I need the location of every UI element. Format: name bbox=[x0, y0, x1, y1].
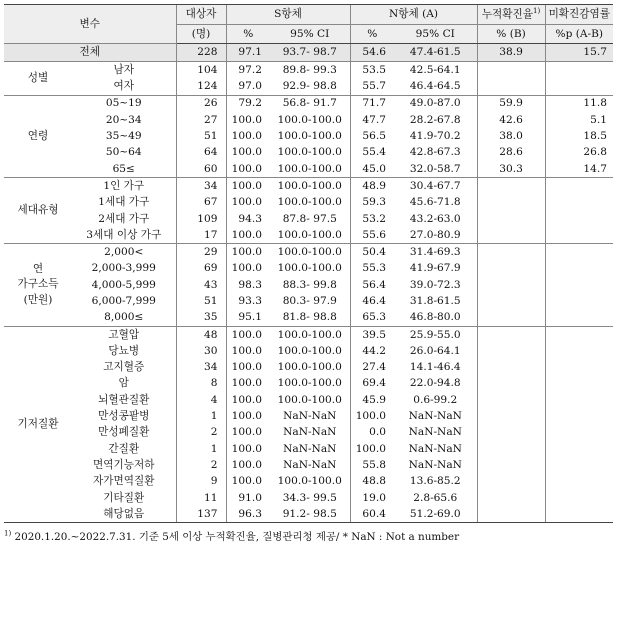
row-s-ci: 100.0-100.0 bbox=[277, 113, 342, 126]
row-s-pct: 100.0 bbox=[226, 128, 270, 144]
table-row bbox=[4, 161, 613, 178]
table-row bbox=[4, 473, 613, 489]
row-subjects: 34 bbox=[176, 359, 226, 375]
row-n-pct: 71.7 bbox=[350, 95, 394, 112]
row-s-ci: 81.8- 98.8 bbox=[270, 309, 350, 326]
row-n-ci: 41.9-70.2 bbox=[409, 130, 461, 143]
row-s-ci: 100.0-100.0 bbox=[277, 393, 342, 406]
row-n-ci: 31.4-69.3 bbox=[409, 246, 461, 259]
row-undetected bbox=[545, 261, 613, 277]
row-n-ci: 30.4-67.7 bbox=[409, 179, 461, 192]
table-row bbox=[4, 261, 613, 277]
row-n-pct: 69.4 bbox=[350, 376, 394, 392]
header-pct-ab: %p (A-B) bbox=[545, 25, 613, 44]
total-s-pct: 97.1 bbox=[226, 44, 270, 62]
group-label: 연 가구소득 (만원) bbox=[4, 244, 72, 326]
table-row bbox=[4, 408, 613, 424]
header-s-ci: 95% CI bbox=[270, 25, 350, 44]
row-undetected: 11.8 bbox=[545, 95, 613, 112]
antibody-results-table bbox=[4, 4, 613, 523]
row-s-ci: 100.0-100.0 bbox=[270, 161, 350, 178]
row-subjects: 9 bbox=[176, 473, 226, 489]
row-n-ci: 45.6-71.8 bbox=[409, 196, 461, 209]
row-s-ci: NaN-NaN bbox=[283, 410, 337, 423]
table-row bbox=[4, 144, 613, 160]
row-cumulative bbox=[477, 359, 545, 375]
row-n-ci: NaN-NaN bbox=[408, 458, 462, 471]
header-subjects-unit: (명) bbox=[176, 25, 226, 44]
row-undetected bbox=[545, 227, 613, 244]
row-n-ci: 31.8-61.5 bbox=[409, 295, 461, 307]
row-subjects: 2 bbox=[176, 425, 226, 441]
row-s-ci: 100.0-100.0 bbox=[277, 361, 342, 374]
table-row bbox=[4, 277, 613, 293]
total-label: 전체 bbox=[4, 44, 176, 62]
row-cumulative bbox=[477, 178, 545, 195]
row-n-pct: 65.3 bbox=[350, 309, 394, 326]
row-cumulative bbox=[477, 62, 545, 79]
row-subjects: 27 bbox=[176, 112, 226, 128]
row-undetected bbox=[545, 293, 613, 309]
table-row bbox=[4, 359, 613, 375]
row-sublabel: 2세대 가구 bbox=[98, 212, 150, 225]
table-row bbox=[4, 326, 613, 343]
row-subjects: 137 bbox=[176, 506, 226, 523]
row-sublabel: 6,000-7,999 bbox=[91, 295, 156, 307]
row-s-ci: 92.9- 98.8 bbox=[270, 78, 350, 95]
row-s-pct: 97.0 bbox=[226, 78, 270, 95]
header-n-ci: 95% CI bbox=[394, 25, 477, 44]
total-n-ci: 47.4-61.5 bbox=[394, 44, 477, 62]
row-undetected bbox=[545, 178, 613, 195]
header-cumulative-sup: 1) bbox=[533, 7, 541, 16]
row-n-ci: 32.0-58.7 bbox=[394, 161, 477, 178]
row-s-ci: NaN-NaN bbox=[283, 426, 337, 439]
row-undetected bbox=[545, 376, 613, 392]
row-s-ci: 100.0-100.0 bbox=[270, 227, 350, 244]
row-n-ci: 42.8-67.3 bbox=[409, 146, 461, 159]
row-sublabel: 4,000-5,999 bbox=[91, 278, 156, 291]
footnote-sup: 1) bbox=[4, 529, 12, 538]
row-n-pct: 55.6 bbox=[350, 227, 394, 244]
row-cumulative bbox=[477, 261, 545, 277]
row-n-pct: 19.0 bbox=[350, 490, 394, 506]
table-row bbox=[4, 128, 613, 144]
row-n-pct: 44.2 bbox=[350, 343, 394, 359]
row-cumulative bbox=[477, 211, 545, 227]
row-s-ci: NaN-NaN bbox=[283, 442, 337, 455]
row-s-pct: 100.0 bbox=[226, 178, 270, 195]
row-s-ci: 87.8- 97.5 bbox=[282, 212, 337, 225]
row-n-ci: 22.0-94.8 bbox=[409, 377, 461, 390]
row-cumulative bbox=[477, 244, 545, 261]
row-n-pct: 56.5 bbox=[350, 128, 394, 144]
row-cumulative: 38.0 bbox=[477, 128, 545, 144]
row-undetected bbox=[545, 441, 613, 457]
row-undetected bbox=[545, 194, 613, 210]
row-n-ci: 28.2-67.8 bbox=[409, 113, 461, 126]
row-s-ci: 80.3- 97.9 bbox=[282, 295, 337, 307]
total-n: 228 bbox=[176, 44, 226, 62]
row-s-pct: 100.0 bbox=[226, 408, 270, 424]
row-s-pct: 94.3 bbox=[226, 211, 270, 227]
row-s-pct: 100.0 bbox=[226, 376, 270, 392]
row-n-pct: 45.9 bbox=[350, 392, 394, 408]
row-undetected: 14.7 bbox=[545, 161, 613, 178]
table-row bbox=[4, 309, 613, 326]
row-cumulative bbox=[477, 392, 545, 408]
row-n-pct: 100.0 bbox=[350, 441, 394, 457]
row-n-ci: NaN-NaN bbox=[408, 410, 462, 423]
row-n-pct: 48.8 bbox=[350, 473, 394, 489]
table-row bbox=[4, 95, 613, 112]
row-sublabel: 고지혈증 bbox=[103, 361, 145, 374]
row-sublabel: 남자 bbox=[113, 63, 134, 76]
row-subjects: 109 bbox=[176, 211, 226, 227]
row-s-ci: 100.0-100.0 bbox=[277, 246, 342, 259]
row-n-ci: 25.9-55.0 bbox=[409, 328, 461, 341]
row-sublabel: 만성폐질환 bbox=[98, 426, 150, 439]
row-s-pct: 100.0 bbox=[226, 343, 270, 359]
header-row-1 bbox=[4, 5, 613, 25]
row-n-ci: 46.8-80.0 bbox=[394, 309, 477, 326]
row-undetected bbox=[545, 359, 613, 375]
row-n-pct: 47.7 bbox=[350, 112, 394, 128]
row-s-pct: 100.0 bbox=[226, 392, 270, 408]
row-cumulative: 30.3 bbox=[477, 161, 545, 178]
table-row bbox=[4, 78, 613, 95]
row-sublabel: 3세대 이상 가구 bbox=[72, 227, 176, 244]
row-subjects: 124 bbox=[176, 78, 226, 95]
total-undetected: 15.7 bbox=[545, 44, 613, 62]
row-n-pct: 0.0 bbox=[350, 425, 394, 441]
header-s-pct: % bbox=[226, 25, 270, 44]
total-s-ci: 93.7- 98.7 bbox=[270, 44, 350, 62]
row-n-ci: 41.9-67.9 bbox=[409, 262, 461, 275]
table-row bbox=[4, 112, 613, 128]
row-subjects: 67 bbox=[176, 194, 226, 210]
row-s-ci: 91.2- 98.5 bbox=[270, 506, 350, 523]
row-s-ci: 100.0-100.0 bbox=[277, 328, 342, 341]
row-sublabel: 여자 bbox=[72, 78, 176, 95]
table-row bbox=[4, 490, 613, 506]
row-cumulative: 28.6 bbox=[477, 144, 545, 160]
row-s-pct: 96.3 bbox=[226, 506, 270, 523]
row-n-pct: 55.3 bbox=[350, 261, 394, 277]
row-n-pct: 59.3 bbox=[350, 194, 394, 210]
row-subjects: 51 bbox=[176, 128, 226, 144]
row-cumulative bbox=[477, 343, 545, 359]
row-sublabel: 기타질환 bbox=[103, 491, 145, 504]
row-cumulative bbox=[477, 309, 545, 326]
row-subjects: 43 bbox=[176, 277, 226, 293]
footnote-text: 2020.1.20.~2022.7.31. 기준 5세 이상 누적확진율, 질병관리청 제공/ * NaN : Not a number bbox=[11, 531, 460, 544]
row-cumulative bbox=[477, 457, 545, 473]
row-undetected bbox=[545, 343, 613, 359]
row-sublabel: 50~64 bbox=[105, 146, 142, 159]
row-n-pct: 27.4 bbox=[350, 359, 394, 375]
row-sublabel: 35~49 bbox=[105, 130, 142, 143]
row-s-pct: 100.0 bbox=[226, 161, 270, 178]
row-undetected bbox=[545, 473, 613, 489]
table-row bbox=[4, 343, 613, 359]
row-subjects: 51 bbox=[176, 293, 226, 309]
row-cumulative bbox=[477, 277, 545, 293]
header-n-pct: % bbox=[350, 25, 394, 44]
row-undetected bbox=[545, 457, 613, 473]
table-row bbox=[4, 425, 613, 441]
row-s-pct: 79.2 bbox=[226, 95, 270, 112]
row-sublabel: 간질환 bbox=[108, 442, 140, 455]
row-n-ci: 51.2-69.0 bbox=[394, 506, 477, 523]
row-cumulative bbox=[477, 490, 545, 506]
row-s-pct: 100.0 bbox=[226, 194, 270, 210]
row-subjects: 11 bbox=[176, 490, 226, 506]
row-undetected bbox=[545, 78, 613, 95]
row-sublabel: 2,000< bbox=[104, 246, 144, 259]
row-n-ci: 2.8-65.6 bbox=[413, 491, 458, 504]
header-n-antibody: N항체 (A) bbox=[350, 5, 477, 25]
row-subjects: 8 bbox=[176, 376, 226, 392]
row-subjects: 48 bbox=[176, 326, 226, 343]
row-n-pct: 55.8 bbox=[350, 457, 394, 473]
table-row bbox=[4, 506, 613, 523]
row-cumulative bbox=[477, 376, 545, 392]
row-sublabel: 자가면역질환 bbox=[93, 475, 155, 488]
row-n-ci: 39.0-72.3 bbox=[409, 278, 461, 291]
row-n-ci: 13.6-85.2 bbox=[409, 475, 461, 488]
group-label: 성별 bbox=[4, 62, 72, 96]
row-n-ci: 0.6-99.2 bbox=[413, 393, 458, 406]
total-row bbox=[4, 44, 613, 62]
row-subjects: 30 bbox=[176, 343, 226, 359]
row-undetected bbox=[545, 506, 613, 523]
row-cumulative bbox=[477, 78, 545, 95]
row-n-ci: 14.1-46.4 bbox=[409, 361, 461, 374]
row-sublabel: 1세대 가구 bbox=[98, 196, 150, 209]
row-n-pct: 48.9 bbox=[350, 178, 394, 195]
row-sublabel: 65≤ bbox=[72, 161, 176, 178]
row-sublabel: 고혈압 bbox=[108, 328, 140, 341]
row-s-ci: 56.8- 91.7 bbox=[282, 97, 337, 110]
row-s-pct: 95.1 bbox=[226, 309, 270, 326]
row-s-pct: 100.0 bbox=[226, 457, 270, 473]
footnote bbox=[4, 528, 613, 543]
table-row bbox=[4, 392, 613, 408]
row-subjects: 1 bbox=[176, 408, 226, 424]
row-s-ci: 100.0-100.0 bbox=[277, 130, 342, 143]
row-subjects: 26 bbox=[176, 95, 226, 112]
row-n-pct: 46.4 bbox=[350, 293, 394, 309]
row-n-pct: 53.2 bbox=[350, 211, 394, 227]
header-pct-b: % (B) bbox=[477, 25, 545, 44]
row-s-pct: 100.0 bbox=[226, 227, 270, 244]
results-table-container bbox=[4, 4, 613, 543]
row-n-ci: 26.0-64.1 bbox=[409, 344, 461, 357]
row-n-pct: 100.0 bbox=[350, 408, 394, 424]
row-n-pct: 53.5 bbox=[350, 62, 394, 79]
total-cumulative: 38.9 bbox=[477, 44, 545, 62]
row-cumulative bbox=[477, 408, 545, 424]
row-sublabel: 05~19 bbox=[105, 97, 142, 110]
row-sublabel: 해당없음 bbox=[72, 506, 176, 523]
row-n-ci: 27.0-80.9 bbox=[394, 227, 477, 244]
table-row bbox=[4, 227, 613, 244]
table-row bbox=[4, 178, 613, 195]
row-n-pct: 55.4 bbox=[350, 144, 394, 160]
row-undetected bbox=[545, 326, 613, 343]
row-sublabel: 암 bbox=[118, 377, 129, 390]
row-s-ci: 100.0-100.0 bbox=[277, 377, 342, 390]
row-undetected bbox=[545, 392, 613, 408]
row-undetected bbox=[545, 62, 613, 79]
table-body bbox=[4, 44, 613, 523]
row-cumulative bbox=[477, 326, 545, 343]
row-sublabel: 뇌혈관질환 bbox=[98, 393, 150, 406]
table-row bbox=[4, 441, 613, 457]
row-subjects: 2 bbox=[176, 457, 226, 473]
row-sublabel: 당뇨병 bbox=[108, 344, 140, 357]
row-n-pct: 56.4 bbox=[350, 277, 394, 293]
row-undetected bbox=[545, 425, 613, 441]
row-subjects: 29 bbox=[176, 244, 226, 261]
row-s-ci: 34.3- 99.5 bbox=[282, 491, 337, 504]
row-n-pct: 60.4 bbox=[350, 506, 394, 523]
row-s-ci: 100.0-100.0 bbox=[277, 262, 342, 275]
table-row bbox=[4, 211, 613, 227]
row-s-pct: 93.3 bbox=[226, 293, 270, 309]
group-label: 기저질환 bbox=[4, 326, 72, 523]
row-undetected bbox=[545, 490, 613, 506]
row-s-ci: 100.0-100.0 bbox=[277, 146, 342, 159]
table-row bbox=[4, 244, 613, 261]
row-cumulative bbox=[477, 293, 545, 309]
row-sublabel: 20~34 bbox=[105, 113, 142, 126]
row-s-ci: 89.8- 99.3 bbox=[282, 63, 337, 76]
row-n-ci: NaN-NaN bbox=[408, 442, 462, 455]
row-sublabel: 2,000-3,999 bbox=[91, 262, 156, 275]
row-s-ci: 100.0-100.0 bbox=[277, 475, 342, 488]
header-s-antibody: S항체 bbox=[226, 5, 350, 25]
row-s-ci: 88.3- 99.8 bbox=[282, 278, 337, 291]
row-s-pct: 98.3 bbox=[226, 277, 270, 293]
row-s-pct: 100.0 bbox=[226, 144, 270, 160]
table-row bbox=[4, 194, 613, 210]
row-s-pct: 100.0 bbox=[226, 425, 270, 441]
row-undetected: 26.8 bbox=[545, 144, 613, 160]
row-cumulative bbox=[477, 425, 545, 441]
header-cumulative bbox=[477, 5, 545, 25]
row-subjects: 69 bbox=[176, 261, 226, 277]
row-s-pct: 100.0 bbox=[226, 326, 270, 343]
row-sublabel: 8,000≤ bbox=[72, 309, 176, 326]
row-subjects: 104 bbox=[176, 62, 226, 79]
row-cumulative bbox=[477, 441, 545, 457]
row-s-ci: 100.0-100.0 bbox=[277, 344, 342, 357]
row-undetected bbox=[545, 277, 613, 293]
row-cumulative: 59.9 bbox=[477, 95, 545, 112]
row-subjects: 64 bbox=[176, 144, 226, 160]
row-n-pct: 55.7 bbox=[350, 78, 394, 95]
row-subjects: 34 bbox=[176, 178, 226, 195]
row-undetected bbox=[545, 309, 613, 326]
table-row bbox=[4, 293, 613, 309]
row-n-ci: 46.4-64.5 bbox=[394, 78, 477, 95]
table-row bbox=[4, 376, 613, 392]
header-cumulative-label: 누적확진율 bbox=[481, 8, 533, 21]
row-n-ci: NaN-NaN bbox=[408, 426, 462, 439]
row-sublabel: 만성콩팥병 bbox=[98, 410, 150, 423]
row-undetected bbox=[545, 211, 613, 227]
row-s-ci: NaN-NaN bbox=[283, 458, 337, 471]
row-subjects: 4 bbox=[176, 392, 226, 408]
row-sublabel: 1인 가구 bbox=[103, 179, 145, 192]
row-n-pct: 39.5 bbox=[350, 326, 394, 343]
row-s-pct: 100.0 bbox=[226, 473, 270, 489]
row-sublabel: 면역기능저하 bbox=[93, 458, 155, 471]
row-s-pct: 100.0 bbox=[226, 441, 270, 457]
row-cumulative bbox=[477, 227, 545, 244]
row-s-ci: 100.0-100.0 bbox=[277, 179, 342, 192]
row-cumulative: 42.6 bbox=[477, 112, 545, 128]
table-row bbox=[4, 62, 613, 79]
row-s-pct: 100.0 bbox=[226, 261, 270, 277]
row-cumulative bbox=[477, 506, 545, 523]
row-undetected bbox=[545, 244, 613, 261]
row-subjects: 60 bbox=[176, 161, 226, 178]
row-subjects: 17 bbox=[176, 227, 226, 244]
row-n-pct: 45.0 bbox=[350, 161, 394, 178]
group-label: 세대유형 bbox=[4, 178, 72, 244]
row-cumulative bbox=[477, 473, 545, 489]
row-s-pct: 100.0 bbox=[226, 359, 270, 375]
row-s-pct: 91.0 bbox=[226, 490, 270, 506]
row-n-ci: 42.5-64.1 bbox=[409, 63, 461, 76]
row-subjects: 35 bbox=[176, 309, 226, 326]
row-cumulative bbox=[477, 194, 545, 210]
header-subjects: 대상자 bbox=[176, 5, 226, 25]
row-s-pct: 97.2 bbox=[226, 62, 270, 79]
row-n-ci: 43.2-63.0 bbox=[409, 212, 461, 225]
row-n-ci: 49.0-87.0 bbox=[409, 97, 461, 110]
group-label: 연령 bbox=[4, 95, 72, 177]
row-s-pct: 100.0 bbox=[226, 244, 270, 261]
table-row bbox=[4, 457, 613, 473]
header-undetected: 미확진감염률 bbox=[545, 5, 613, 25]
row-s-pct: 100.0 bbox=[226, 112, 270, 128]
total-n-pct: 54.6 bbox=[350, 44, 394, 62]
row-subjects: 1 bbox=[176, 441, 226, 457]
header-variable: 변수 bbox=[4, 5, 176, 44]
row-undetected: 18.5 bbox=[545, 128, 613, 144]
row-undetected: 5.1 bbox=[545, 112, 613, 128]
row-undetected bbox=[545, 408, 613, 424]
row-n-pct: 50.4 bbox=[350, 244, 394, 261]
row-s-ci: 100.0-100.0 bbox=[277, 196, 342, 209]
